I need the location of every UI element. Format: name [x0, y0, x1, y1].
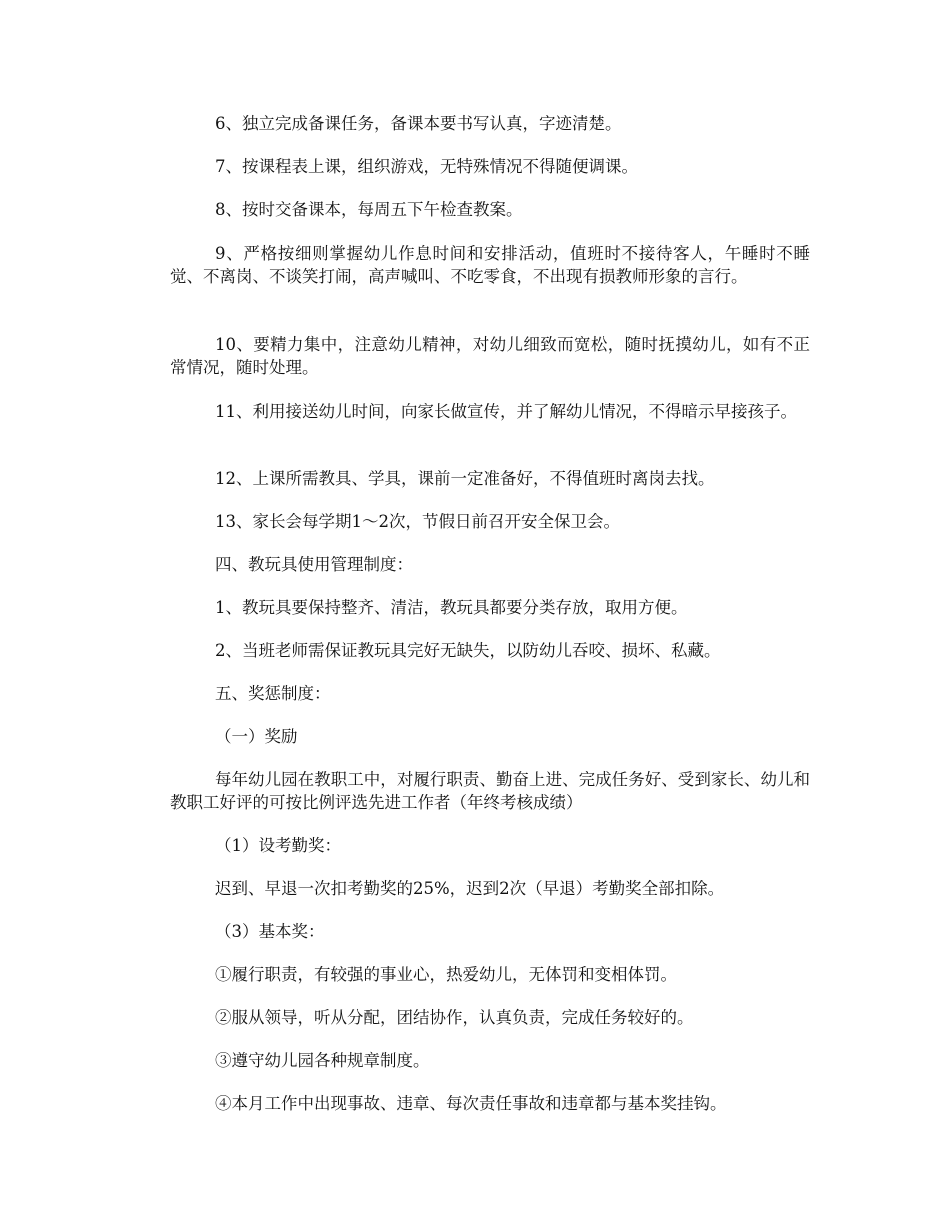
paragraph-item-13: 13、家长会每学期1～2次，节假日前召开安全保卫会。: [215, 512, 620, 531]
paragraph-toy-1: 1、教玩具要保持整齐、清洁，教玩具都要分类存放，取用方便。: [215, 598, 688, 617]
paragraph-reward-intro: 每年幼儿园在教职工中，对履行职责、勤奋上进、完成任务好、受到家长、幼儿和教职工好评的可按比例评选先进工作者（年终考核成绩）: [170, 770, 810, 812]
paragraph-basic-1: ①履行职责，有较强的事业心，热爱幼儿，无体罚和变相体罚。: [215, 965, 677, 984]
paragraph-item-7: 7、按课程表上课，组织游戏，无特殊情况不得随便调课。: [215, 157, 638, 176]
subheading-basic: （3）基本奖：: [215, 922, 325, 941]
paragraph-basic-4: ④本月工作中出现事故、违章、每次责任事故和违章都与基本奖挂钩。: [215, 1094, 727, 1113]
paragraph-item-6: 6、独立完成备课任务，备课本要书写认真，字迹清楚。: [215, 114, 622, 133]
subheading-attendance: （1）设考勤奖：: [215, 836, 341, 855]
paragraph-item-10: 10、要精力集中，注意幼儿精神，对幼儿细致而宽松，随时抚摸幼儿，如有不正常情况，随时处理。: [170, 335, 810, 377]
section-heading-5: 五、奖惩制度：: [215, 684, 331, 703]
paragraph-toy-2: 2、当班老师需保证教玩具完好无缺失，以防幼儿吞咬、损坏、私藏。: [215, 641, 721, 660]
paragraph-basic-2: ②服从领导，听从分配，团结协作，认真负责，完成任务较好的。: [215, 1008, 694, 1027]
paragraph-item-11: 11、利用接送幼儿时间，向家长做宣传，并了解幼儿情况，不得暗示早接孩子。: [215, 402, 797, 421]
paragraph-item-12: 12、上课所需教具、学具，课前一定准备好，不得值班时离岗去找。: [215, 469, 715, 488]
paragraph-item-8: 8、按时交备课本，每周五下午检查教案。: [215, 200, 523, 219]
section-heading-4: 四、教玩具使用管理制度：: [215, 555, 413, 574]
paragraph-item-9: 9、严格按细则掌握幼儿作息时间和安排活动，值班时不接待客人，午睡时不睡觉、不离岗、不谈笑打闹，高声喊叫、不吃零食，不出现有损教师形象的言行。: [170, 244, 810, 286]
paragraph-attendance-rule: 迟到、早退一次扣考勤奖的25%，迟到2次（早退）考勤奖全部扣除。: [215, 879, 725, 898]
subheading-reward: （一）奖励: [215, 727, 298, 746]
paragraph-basic-3: ③遵守幼儿园各种规章制度。: [215, 1051, 430, 1070]
